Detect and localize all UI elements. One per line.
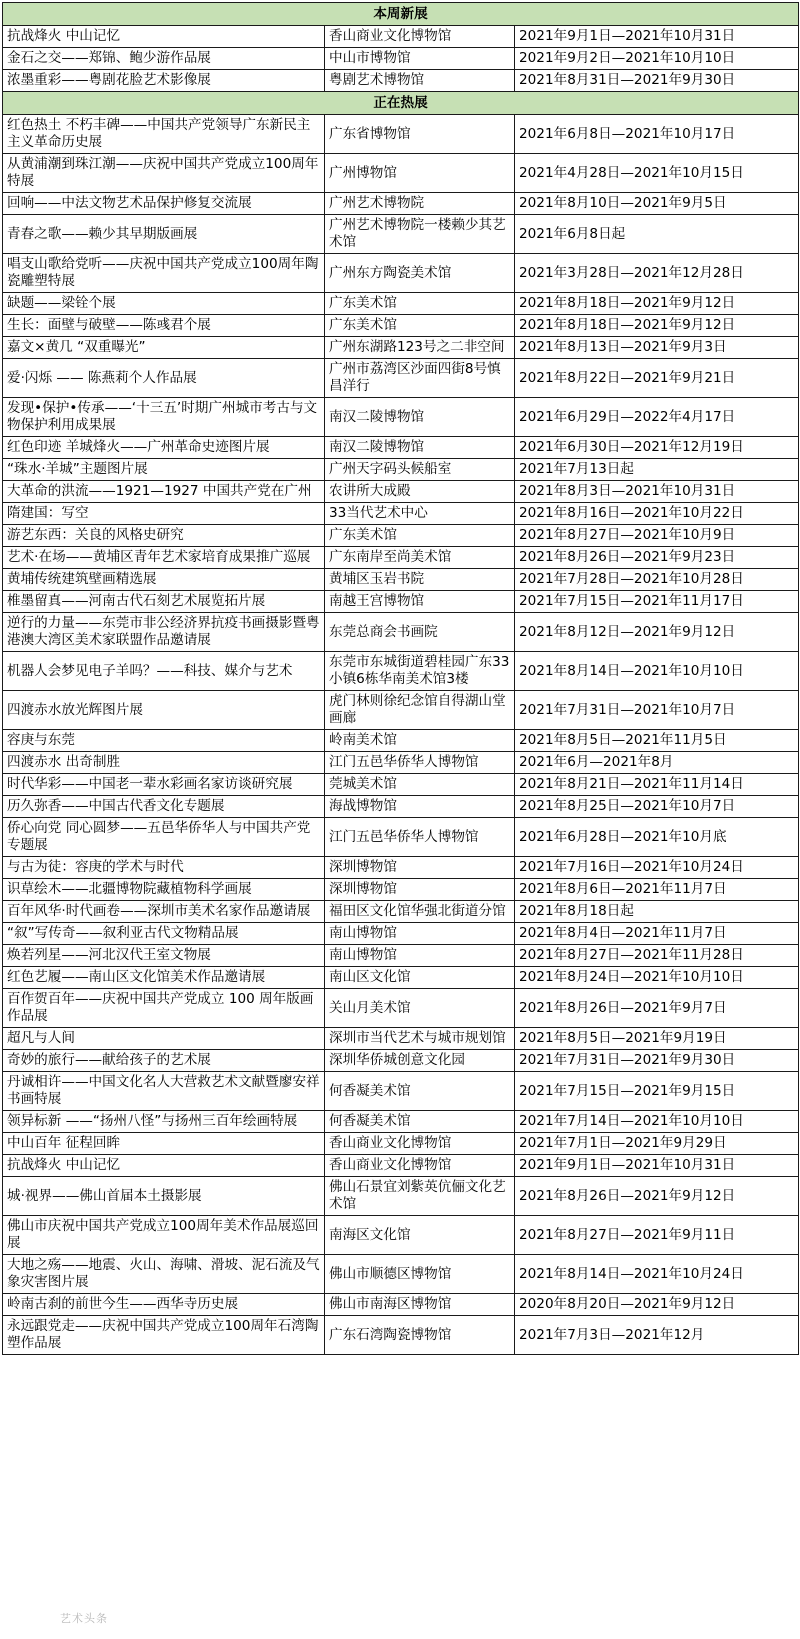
exhibition-name-cell: “珠水·羊城”主题图片展	[3, 459, 325, 481]
exhibition-name-cell: 奇妙的旅行——献给孩子的艺术展	[3, 1050, 325, 1072]
table-row	[3, 818, 799, 857]
date-range-cell: 2021年7月1日—2021年9月29日	[515, 1133, 799, 1155]
date-range-cell: 2021年8月18日—2021年9月12日	[515, 315, 799, 337]
date-range-cell: 2021年8月10日—2021年9月5日	[515, 193, 799, 215]
date-range-cell: 2021年8月26日—2021年9月12日	[515, 1177, 799, 1216]
venue-cell: 深圳华侨城创意文化园	[325, 1050, 515, 1072]
table-row	[3, 481, 799, 503]
table-row	[3, 945, 799, 967]
table-row	[3, 879, 799, 901]
venue-cell: 香山商业文化博物馆	[325, 1155, 515, 1177]
exhibition-name-cell: 抗战烽火 中山记忆	[3, 26, 325, 48]
venue-cell: 南山区文化馆	[325, 967, 515, 989]
exhibition-name-cell: 永远跟党走——庆祝中国共产党成立100周年石湾陶塑作品展	[3, 1316, 325, 1355]
table-row	[3, 503, 799, 525]
section-title: 本周新展	[3, 3, 799, 26]
exhibition-name-cell: 历久弥香——中国古代香文化专题展	[3, 796, 325, 818]
date-range-cell: 2021年8月27日—2021年9月11日	[515, 1216, 799, 1255]
exhibition-name-cell: 城·视界——佛山首届本土摄影展	[3, 1177, 325, 1216]
exhibition-name-cell: 时代华彩——中国老一辈水彩画名家访谈研究展	[3, 774, 325, 796]
table-row	[3, 569, 799, 591]
section-title: 正在热展	[3, 92, 799, 115]
exhibition-name-cell: 隋建国：写空	[3, 503, 325, 525]
venue-cell: 南汉二陵博物馆	[325, 437, 515, 459]
date-range-cell: 2021年8月18日起	[515, 901, 799, 923]
watermark: 艺术头条	[60, 1612, 108, 1625]
venue-cell: 南山博物馆	[325, 945, 515, 967]
date-range-cell: 2021年6月29日—2022年4月17日	[515, 398, 799, 437]
table-row	[3, 26, 799, 48]
date-range-cell: 2021年8月26日—2021年9月23日	[515, 547, 799, 569]
exhibition-name-cell: 唱支山歌给党听——庆祝中国共产党成立100周年陶瓷雕塑特展	[3, 254, 325, 293]
venue-cell: 广东美术馆	[325, 525, 515, 547]
venue-cell: 广州市荔湾区沙面四街8号慎昌洋行	[325, 359, 515, 398]
exhibition-name-cell: 生长：面壁与破壁——陈彧君个展	[3, 315, 325, 337]
venue-cell: 33当代艺术中心	[325, 503, 515, 525]
exhibition-name-cell: “叙”写传奇——叙利亚古代文物精品展	[3, 923, 325, 945]
exhibition-name-cell: 椎墨留真——河南古代石刻艺术展览拓片展	[3, 591, 325, 613]
date-range-cell: 2021年7月28日—2021年10月28日	[515, 569, 799, 591]
date-range-cell: 2021年7月3日—2021年12月	[515, 1316, 799, 1355]
date-range-cell: 2021年7月31日—2021年10月7日	[515, 691, 799, 730]
exhibition-name-cell: 超凡与人间	[3, 1028, 325, 1050]
venue-cell: 香山商业文化博物馆	[325, 26, 515, 48]
venue-cell: 中山市博物馆	[325, 48, 515, 70]
date-range-cell: 2021年8月5日—2021年9月19日	[515, 1028, 799, 1050]
table-row	[3, 1255, 799, 1294]
table-row	[3, 1111, 799, 1133]
table-row	[3, 1316, 799, 1355]
table-row	[3, 547, 799, 569]
table-row	[3, 923, 799, 945]
table-row	[3, 1028, 799, 1050]
exhibition-name-cell: 中山百年 征程回眸	[3, 1133, 325, 1155]
exhibition-name-cell: 容庚与东莞	[3, 730, 325, 752]
date-range-cell: 2021年8月31日—2021年9月30日	[515, 70, 799, 92]
venue-cell: 东莞总商会书画院	[325, 613, 515, 652]
table-row	[3, 691, 799, 730]
venue-cell: 佛山市顺德区博物馆	[325, 1255, 515, 1294]
exhibition-table-body	[3, 3, 799, 1355]
date-range-cell: 2021年8月21日—2021年11月14日	[515, 774, 799, 796]
date-range-cell: 2021年9月1日—2021年10月31日	[515, 1155, 799, 1177]
exhibition-name-cell: 青春之歌——赖少其早期版画展	[3, 215, 325, 254]
table-row	[3, 48, 799, 70]
venue-cell: 广州博物馆	[325, 154, 515, 193]
venue-cell: 南山博物馆	[325, 923, 515, 945]
exhibition-name-cell: 焕若列星——河北汉代王室文物展	[3, 945, 325, 967]
exhibition-name-cell: 红色艺履——南山区文化馆美术作品邀请展	[3, 967, 325, 989]
venue-cell: 岭南美术馆	[325, 730, 515, 752]
venue-cell: 广州东湖路123号之二非空间	[325, 337, 515, 359]
date-range-cell: 2021年8月25日—2021年10月7日	[515, 796, 799, 818]
date-range-cell: 2021年8月14日—2021年10月10日	[515, 652, 799, 691]
date-range-cell: 2021年8月3日—2021年10月31日	[515, 481, 799, 503]
table-row	[3, 1072, 799, 1111]
exhibition-name-cell: 百年风华·时代画卷——深圳市美术名家作品邀请展	[3, 901, 325, 923]
date-range-cell: 2021年8月12日—2021年9月12日	[515, 613, 799, 652]
venue-cell: 何香凝美术馆	[325, 1111, 515, 1133]
venue-cell: 东莞市东城街道碧桂园广东33小镇6栋华南美术馆3楼	[325, 652, 515, 691]
venue-cell: 关山月美术馆	[325, 989, 515, 1028]
exhibition-name-cell: 红色热土 不朽丰碑——中国共产党领导广东新民主主义革命历史展	[3, 115, 325, 154]
table-row	[3, 359, 799, 398]
table-row	[3, 115, 799, 154]
date-range-cell: 2021年7月15日—2021年9月15日	[515, 1072, 799, 1111]
date-range-cell: 2020年8月20日—2021年9月12日	[515, 1294, 799, 1316]
table-row	[3, 967, 799, 989]
venue-cell: 南越王宫博物馆	[325, 591, 515, 613]
exhibition-name-cell: 大革命的洪流——1921—1927 中国共产党在广州	[3, 481, 325, 503]
date-range-cell: 2021年3月28日—2021年12月28日	[515, 254, 799, 293]
exhibition-name-cell: 黄埔传统建筑壁画精选展	[3, 569, 325, 591]
venue-cell: 广州艺术博物院一楼赖少其艺术馆	[325, 215, 515, 254]
table-row	[3, 796, 799, 818]
table-row	[3, 1177, 799, 1216]
exhibition-name-cell: 百作贺百年——庆祝中国共产党成立 100 周年版画作品展	[3, 989, 325, 1028]
table-row	[3, 154, 799, 193]
exhibition-name-cell: 四渡赤水放光辉图片展	[3, 691, 325, 730]
venue-cell: 广东美术馆	[325, 293, 515, 315]
exhibition-name-cell: 游艺东西：关良的风格史研究	[3, 525, 325, 547]
table-row	[3, 989, 799, 1028]
date-range-cell: 2021年6月30日—2021年12月19日	[515, 437, 799, 459]
date-range-cell: 2021年7月15日—2021年11月17日	[515, 591, 799, 613]
table-row	[3, 1155, 799, 1177]
date-range-cell: 2021年4月28日—2021年10月15日	[515, 154, 799, 193]
venue-cell: 何香凝美术馆	[325, 1072, 515, 1111]
venue-cell: 南汉二陵博物馆	[325, 398, 515, 437]
exhibition-name-cell: 识草绘木——北疆博物院藏植物科学画展	[3, 879, 325, 901]
table-row	[3, 337, 799, 359]
venue-cell: 农讲所大成殿	[325, 481, 515, 503]
date-range-cell: 2021年8月26日—2021年9月7日	[515, 989, 799, 1028]
exhibition-name-cell: 发现•保护•传承——‘十三五’时期广州城市考古与文物保护利用成果展	[3, 398, 325, 437]
exhibition-table	[2, 2, 799, 1355]
venue-cell: 黄埔区玉岩书院	[325, 569, 515, 591]
table-row	[3, 398, 799, 437]
table-row	[3, 591, 799, 613]
exhibition-name-cell: 佛山市庆祝中国共产党成立100周年美术作品展巡回展	[3, 1216, 325, 1255]
date-range-cell: 2021年6月8日—2021年10月17日	[515, 115, 799, 154]
exhibition-name-cell: 艺术·在场——黄埔区青年艺术家培育成果推广巡展	[3, 547, 325, 569]
exhibition-name-cell: 岭南古刹的前世今生——西华寺历史展	[3, 1294, 325, 1316]
exhibition-name-cell: 浓墨重彩——粤剧花脸艺术影像展	[3, 70, 325, 92]
table-row	[3, 459, 799, 481]
date-range-cell: 2021年9月1日—2021年10月31日	[515, 26, 799, 48]
table-row	[3, 525, 799, 547]
venue-cell: 南海区文化馆	[325, 1216, 515, 1255]
venue-cell: 佛山市南海区博物馆	[325, 1294, 515, 1316]
exhibition-name-cell: 回响——中法文物艺术品保护修复交流展	[3, 193, 325, 215]
venue-cell: 广州东方陶瓷美术馆	[325, 254, 515, 293]
exhibition-name-cell: 嘉文×黄几 “双重曝光”	[3, 337, 325, 359]
exhibition-name-cell: 侨心向党 同心圆梦——五邑华侨华人与中国共产党专题展	[3, 818, 325, 857]
venue-cell: 粤剧艺术博物馆	[325, 70, 515, 92]
venue-cell: 深圳博物馆	[325, 857, 515, 879]
date-range-cell: 2021年8月14日—2021年10月24日	[515, 1255, 799, 1294]
venue-cell: 广州艺术博物院	[325, 193, 515, 215]
venue-cell: 虎门林则徐纪念馆自得湖山堂画廊	[325, 691, 515, 730]
exhibition-name-cell: 机器人会梦见电子羊吗？——科技、媒介与艺术	[3, 652, 325, 691]
venue-cell: 江门五邑华侨华人博物馆	[325, 752, 515, 774]
venue-cell: 香山商业文化博物馆	[325, 1133, 515, 1155]
exhibition-name-cell: 爱·闪烁 —— 陈燕莉个人作品展	[3, 359, 325, 398]
venue-cell: 深圳市当代艺术与城市规划馆	[325, 1028, 515, 1050]
venue-cell: 佛山石景宜刘紫英伉俪文化艺术馆	[325, 1177, 515, 1216]
table-row	[3, 730, 799, 752]
exhibition-name-cell: 缺题——梁铨个展	[3, 293, 325, 315]
table-row	[3, 774, 799, 796]
venue-cell: 广州天字码头候船室	[325, 459, 515, 481]
exhibition-name-cell: 逆行的力量——东莞市非公经济界抗疫书画摄影暨粤港澳大湾区美术家联盟作品邀请展	[3, 613, 325, 652]
table-row	[3, 901, 799, 923]
exhibition-name-cell: 领异标新 ——“扬州八怪”与扬州三百年绘画特展	[3, 1111, 325, 1133]
date-range-cell: 2021年9月2日—2021年10月10日	[515, 48, 799, 70]
section-header-row	[3, 92, 799, 115]
venue-cell: 广东南岸至尚美术馆	[325, 547, 515, 569]
table-row	[3, 1050, 799, 1072]
venue-cell: 深圳博物馆	[325, 879, 515, 901]
exhibition-name-cell: 四渡赤水 出奇制胜	[3, 752, 325, 774]
section-header-row	[3, 3, 799, 26]
date-range-cell: 2021年7月16日—2021年10月24日	[515, 857, 799, 879]
table-row	[3, 752, 799, 774]
table-row	[3, 254, 799, 293]
exhibition-name-cell: 大地之殇——地震、火山、海啸、滑坡、泥石流及气象灾害图片展	[3, 1255, 325, 1294]
date-range-cell: 2021年8月4日—2021年11月7日	[515, 923, 799, 945]
exhibition-name-cell: 从黄浦潮到珠江潮——庆祝中国共产党成立100周年特展	[3, 154, 325, 193]
date-range-cell: 2021年8月18日—2021年9月12日	[515, 293, 799, 315]
date-range-cell: 2021年7月31日—2021年9月30日	[515, 1050, 799, 1072]
venue-cell: 广东省博物馆	[325, 115, 515, 154]
venue-cell: 莞城美术馆	[325, 774, 515, 796]
date-range-cell: 2021年6月—2021年8月	[515, 752, 799, 774]
date-range-cell: 2021年8月27日—2021年11月28日	[515, 945, 799, 967]
venue-cell: 福田区文化馆华强北街道分馆	[325, 901, 515, 923]
date-range-cell: 2021年7月14日—2021年10月10日	[515, 1111, 799, 1133]
date-range-cell: 2021年6月8日起	[515, 215, 799, 254]
table-row	[3, 1133, 799, 1155]
exhibition-name-cell: 抗战烽火 中山记忆	[3, 1155, 325, 1177]
table-row	[3, 857, 799, 879]
date-range-cell: 2021年7月13日起	[515, 459, 799, 481]
venue-cell: 江门五邑华侨华人博物馆	[325, 818, 515, 857]
table-row	[3, 1294, 799, 1316]
date-range-cell: 2021年8月5日—2021年11月5日	[515, 730, 799, 752]
date-range-cell: 2021年8月22日—2021年9月21日	[515, 359, 799, 398]
table-row	[3, 293, 799, 315]
table-row	[3, 437, 799, 459]
exhibition-name-cell: 红色印迹 羊城烽火——广州革命史迹图片展	[3, 437, 325, 459]
table-row	[3, 1216, 799, 1255]
table-row	[3, 193, 799, 215]
date-range-cell: 2021年8月6日—2021年11月7日	[515, 879, 799, 901]
date-range-cell: 2021年8月24日—2021年10月10日	[515, 967, 799, 989]
date-range-cell: 2021年8月16日—2021年10月22日	[515, 503, 799, 525]
venue-cell: 海战博物馆	[325, 796, 515, 818]
exhibition-name-cell: 丹诚相许——中国文化名人大营救艺术文献暨廖安祥书画特展	[3, 1072, 325, 1111]
table-row	[3, 70, 799, 92]
exhibition-name-cell: 金石之交——郑锦、鲍少游作品展	[3, 48, 325, 70]
table-row	[3, 613, 799, 652]
exhibition-name-cell: 与古为徒：容庚的学术与时代	[3, 857, 325, 879]
venue-cell: 广东石湾陶瓷博物馆	[325, 1316, 515, 1355]
table-row	[3, 215, 799, 254]
table-row	[3, 315, 799, 337]
date-range-cell: 2021年8月27日—2021年10月9日	[515, 525, 799, 547]
date-range-cell: 2021年8月13日—2021年9月3日	[515, 337, 799, 359]
table-row	[3, 652, 799, 691]
date-range-cell: 2021年6月28日—2021年10月底	[515, 818, 799, 857]
venue-cell: 广东美术馆	[325, 315, 515, 337]
